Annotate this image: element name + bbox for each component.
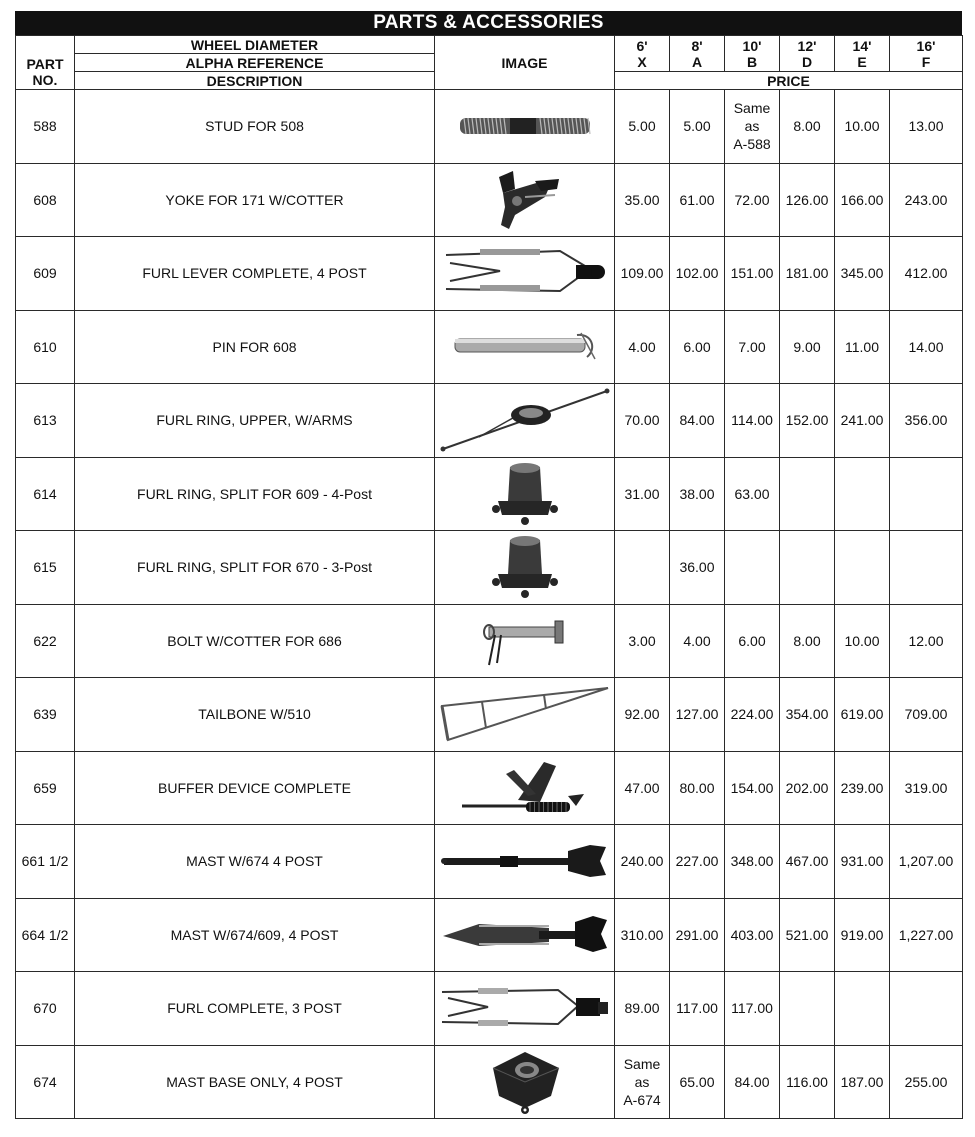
price-cell: 10.00 — [835, 604, 890, 678]
threaded-stud-image — [435, 110, 614, 142]
part-number-cell: 661 1/2 — [16, 825, 75, 899]
price-cell: 117.00 — [670, 972, 725, 1046]
price-cell: 84.00 — [725, 1045, 780, 1119]
price-cell: 116.00 — [780, 1045, 835, 1119]
size-alpha: A — [691, 53, 703, 70]
part-no-header — [16, 36, 75, 90]
price-cell: 6.00 — [725, 604, 780, 678]
size-alpha: B — [746, 53, 758, 70]
size-diameter: 14' — [852, 37, 872, 54]
price-cell: 6.00 — [670, 310, 725, 384]
price-cell: 109.00 — [615, 237, 670, 311]
description-cell: BOLT W/COTTER FOR 686 — [75, 604, 435, 678]
wheel-diameter-header: WHEEL DIAMETER — [75, 36, 435, 54]
description-header: DESCRIPTION — [75, 72, 435, 90]
price-cell: 931.00 — [835, 825, 890, 899]
size-alpha: E — [857, 53, 867, 70]
mast-image — [435, 841, 614, 881]
size-header-f — [890, 36, 963, 72]
part-no-header-line2: NO. — [32, 71, 58, 88]
size-alpha: D — [801, 53, 813, 70]
size-diameter: 10' — [742, 37, 762, 54]
part-number-cell: 609 — [16, 237, 75, 311]
description-cell: MAST W/674/609, 4 POST — [75, 898, 435, 972]
table-row — [16, 972, 963, 1046]
image-cell — [435, 163, 615, 237]
price-cell: 10.00 — [835, 90, 890, 164]
size-header-x — [615, 36, 670, 72]
part-number-cell: 674 — [16, 1045, 75, 1119]
image-cell — [435, 90, 615, 164]
buffer-device-image — [435, 756, 614, 820]
tailbone-image — [435, 684, 614, 744]
image-cell — [435, 898, 615, 972]
description-cell: FURL COMPLETE, 3 POST — [75, 972, 435, 1046]
price-cell — [890, 531, 963, 605]
price-cell: 38.00 — [670, 457, 725, 531]
price-cell: 63.00 — [725, 457, 780, 531]
furl-ring-arms-image — [435, 387, 614, 453]
price-cell: 467.00 — [780, 825, 835, 899]
furl-lever-image — [435, 245, 614, 301]
price-cell: 5.00 — [615, 90, 670, 164]
price-header: PRICE — [615, 72, 963, 90]
part-number-cell: 615 — [16, 531, 75, 605]
part-number-cell: 639 — [16, 678, 75, 752]
part-number-cell: 588 — [16, 90, 75, 164]
part-number-cell: 608 — [16, 163, 75, 237]
table-row — [16, 604, 963, 678]
price-cell: 1,227.00 — [890, 898, 963, 972]
size-alpha: F — [921, 53, 931, 70]
alpha-reference-header: ALPHA REFERENCE — [75, 54, 435, 72]
table-row — [16, 531, 963, 605]
price-cell: 224.00 — [725, 678, 780, 752]
bolt-cotter-image — [435, 613, 614, 669]
price-cell: 70.00 — [615, 384, 670, 458]
part-number-cell: 664 1/2 — [16, 898, 75, 972]
price-cell: 80.00 — [670, 751, 725, 825]
description-cell: MAST BASE ONLY, 4 POST — [75, 1045, 435, 1119]
price-cell: 117.00 — [725, 972, 780, 1046]
price-cell: 61.00 — [670, 163, 725, 237]
price-cell: 8.00 — [780, 90, 835, 164]
price-cell: 255.00 — [890, 1045, 963, 1119]
price-cell: 348.00 — [725, 825, 780, 899]
table-row — [16, 163, 963, 237]
table-row — [16, 90, 963, 164]
part-number-cell: 614 — [16, 457, 75, 531]
price-cell: 11.00 — [835, 310, 890, 384]
image-cell — [435, 972, 615, 1046]
table-row — [16, 825, 963, 899]
price-cell: 151.00 — [725, 237, 780, 311]
description-cell: TAILBONE W/510 — [75, 678, 435, 752]
size-header-e — [835, 36, 890, 72]
mast-furl-image — [435, 912, 614, 958]
description-cell: FURL RING, SPLIT FOR 670 - 3-Post — [75, 531, 435, 605]
price-cell: 84.00 — [670, 384, 725, 458]
price-cell: 356.00 — [890, 384, 963, 458]
image-cell — [435, 384, 615, 458]
price-cell: 7.00 — [725, 310, 780, 384]
table-row — [16, 678, 963, 752]
price-cell: 345.00 — [835, 237, 890, 311]
image-cell — [435, 531, 615, 605]
price-cell — [890, 457, 963, 531]
page-title: PARTS & ACCESSORIES — [15, 11, 962, 35]
price-cell: 65.00 — [670, 1045, 725, 1119]
image-cell — [435, 678, 615, 752]
price-cell: 72.00 — [725, 163, 780, 237]
price-cell: 35.00 — [615, 163, 670, 237]
table-row — [16, 310, 963, 384]
price-cell — [890, 972, 963, 1046]
price-cell: 5.00 — [670, 90, 725, 164]
size-diameter: 8' — [691, 37, 703, 54]
table-row — [16, 384, 963, 458]
price-cell: Same as A-674 — [615, 1045, 670, 1119]
description-cell: FURL RING, SPLIT FOR 609 - 4-Post — [75, 457, 435, 531]
price-cell: 154.00 — [725, 751, 780, 825]
price-cell: 8.00 — [780, 604, 835, 678]
price-cell: Same as A-588 — [725, 90, 780, 164]
yoke-image — [435, 167, 614, 233]
table-row — [16, 898, 963, 972]
part-number-cell: 670 — [16, 972, 75, 1046]
price-cell: 354.00 — [780, 678, 835, 752]
description-cell: MAST W/674 4 POST — [75, 825, 435, 899]
image-cell — [435, 1045, 615, 1119]
price-cell: 14.00 — [890, 310, 963, 384]
price-cell: 4.00 — [670, 604, 725, 678]
part-number-cell: 622 — [16, 604, 75, 678]
table-row — [16, 237, 963, 311]
price-cell: 13.00 — [890, 90, 963, 164]
parts-rows — [16, 90, 963, 1119]
price-cell: 709.00 — [890, 678, 963, 752]
price-cell: 92.00 — [615, 678, 670, 752]
parts-sheet — [15, 11, 962, 1119]
size-header-b — [725, 36, 780, 72]
mast-base-image — [435, 1048, 614, 1116]
pin-image — [435, 329, 614, 365]
price-cell: 403.00 — [725, 898, 780, 972]
price-cell: 127.00 — [670, 678, 725, 752]
description-cell: FURL LEVER COMPLETE, 4 POST — [75, 237, 435, 311]
table-row — [16, 457, 963, 531]
description-cell: STUD FOR 508 — [75, 90, 435, 164]
image-header: IMAGE — [435, 36, 615, 90]
price-cell: 243.00 — [890, 163, 963, 237]
price-cell: 310.00 — [615, 898, 670, 972]
price-cell: 319.00 — [890, 751, 963, 825]
price-cell: 4.00 — [615, 310, 670, 384]
price-cell — [780, 972, 835, 1046]
image-cell — [435, 310, 615, 384]
price-cell: 919.00 — [835, 898, 890, 972]
image-cell — [435, 457, 615, 531]
image-cell — [435, 237, 615, 311]
description-cell: PIN FOR 608 — [75, 310, 435, 384]
price-cell: 166.00 — [835, 163, 890, 237]
price-cell: 1,207.00 — [890, 825, 963, 899]
image-cell — [435, 604, 615, 678]
price-cell: 240.00 — [615, 825, 670, 899]
price-cell: 412.00 — [890, 237, 963, 311]
price-cell: 227.00 — [670, 825, 725, 899]
price-cell: 181.00 — [780, 237, 835, 311]
table-row — [16, 1045, 963, 1119]
size-header-a — [670, 36, 725, 72]
furl-complete-image — [435, 982, 614, 1034]
price-cell: 619.00 — [835, 678, 890, 752]
price-cell: 89.00 — [615, 972, 670, 1046]
price-cell: 47.00 — [615, 751, 670, 825]
price-cell: 152.00 — [780, 384, 835, 458]
description-cell: BUFFER DEVICE COMPLETE — [75, 751, 435, 825]
size-header-d — [780, 36, 835, 72]
price-cell: 9.00 — [780, 310, 835, 384]
price-cell — [835, 531, 890, 605]
price-cell: 36.00 — [670, 531, 725, 605]
price-cell — [615, 531, 670, 605]
price-cell: 521.00 — [780, 898, 835, 972]
price-cell: 241.00 — [835, 384, 890, 458]
size-diameter: 12' — [797, 37, 817, 54]
split-ring-image — [435, 461, 614, 527]
price-cell: 102.00 — [670, 237, 725, 311]
price-cell — [835, 972, 890, 1046]
price-cell: 187.00 — [835, 1045, 890, 1119]
description-cell: YOKE FOR 171 W/COTTER — [75, 163, 435, 237]
price-cell: 31.00 — [615, 457, 670, 531]
size-diameter: 6' — [636, 37, 648, 54]
parts-table — [15, 35, 963, 1119]
price-cell: 291.00 — [670, 898, 725, 972]
price-cell — [780, 531, 835, 605]
part-no-header-line1: PART — [26, 55, 64, 72]
price-cell: 239.00 — [835, 751, 890, 825]
price-cell — [835, 457, 890, 531]
price-cell: 3.00 — [615, 604, 670, 678]
part-number-cell: 613 — [16, 384, 75, 458]
description-cell: FURL RING, UPPER, W/ARMS — [75, 384, 435, 458]
part-number-cell: 659 — [16, 751, 75, 825]
size-alpha: X — [637, 53, 647, 70]
image-cell — [435, 751, 615, 825]
price-cell: 114.00 — [725, 384, 780, 458]
image-cell — [435, 825, 615, 899]
price-cell — [725, 531, 780, 605]
price-cell: 202.00 — [780, 751, 835, 825]
split-ring-image — [435, 534, 614, 600]
price-cell: 12.00 — [890, 604, 963, 678]
price-cell: 126.00 — [780, 163, 835, 237]
table-row — [16, 751, 963, 825]
price-cell — [780, 457, 835, 531]
size-diameter: 16' — [916, 37, 936, 54]
part-number-cell: 610 — [16, 310, 75, 384]
